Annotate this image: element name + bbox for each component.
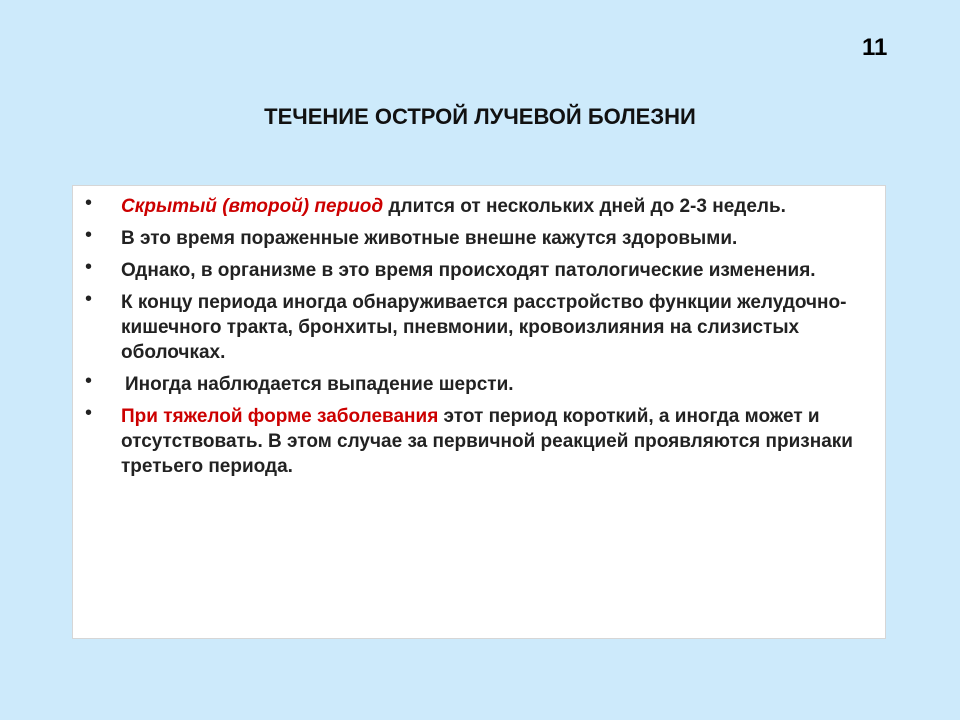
bullet-text: Иногда наблюдается выпадение шерсти. xyxy=(125,374,514,395)
slide-number: 11 xyxy=(862,34,888,61)
content-box xyxy=(72,185,886,639)
bullet-item-severe-form xyxy=(73,404,863,479)
bullet-marker: • xyxy=(85,402,93,424)
bullet-marker: • xyxy=(85,224,93,246)
bullet-item-pathological-changes xyxy=(73,258,863,283)
bullet-text: длится от нескольких дней до 2-3 недель. xyxy=(383,196,786,217)
bullet-list xyxy=(73,194,863,486)
bullet-highlight: При тяжелой форме заболевания xyxy=(121,406,439,427)
bullet-item-end-of-period xyxy=(73,290,863,365)
bullet-text: В это время пораженные животные внешне кажутся здоровыми. xyxy=(121,228,738,249)
bullet-item-hair-loss xyxy=(73,372,863,397)
bullet-item-healthy-appearance xyxy=(73,226,863,251)
bullet-highlight: Скрытый (второй) период xyxy=(121,196,384,217)
bullet-item-hidden-period xyxy=(73,194,863,219)
bullet-text: этот период короткий, а иногда может и отсутствовать. В этом случае за первичной реакцией проявляются признаки третьего периода. xyxy=(121,406,853,477)
bullet-text: Однако, в организме в это время происходят патологические изменения. xyxy=(121,260,816,281)
bullet-marker: • xyxy=(85,256,93,278)
bullet-text: К концу периода иногда обнаруживается расстройство функции желудочно-кишечного тракта, бронхиты, пневмонии, кровоизлияния на слизистых оболочках. xyxy=(121,292,847,363)
bullet-marker: • xyxy=(85,370,93,392)
bullet-marker: • xyxy=(85,288,93,310)
bullet-marker: • xyxy=(85,192,93,214)
slide-title: ТЕЧЕНИЕ ОСТРОЙ ЛУЧЕВОЙ БОЛЕЗНИ xyxy=(264,104,696,129)
